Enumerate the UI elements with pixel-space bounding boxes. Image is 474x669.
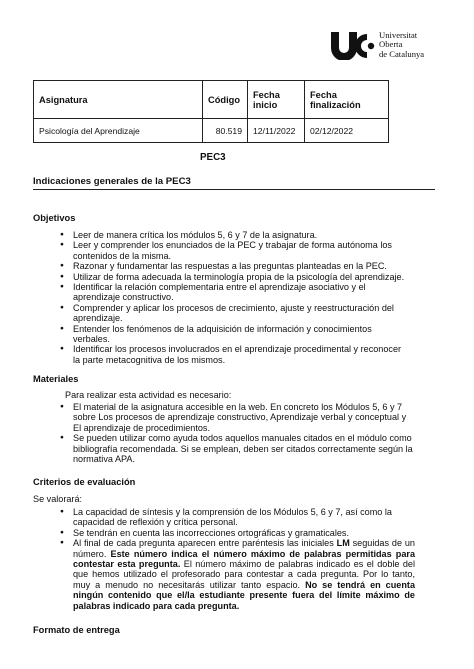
list-item: ● Identificar los procesos involucrados en el aprendizaje procedimental y reconocer la parte metacognitiva de los mismos. [60,344,410,365]
list-item: ● Utilizar de forma adecuada la terminología propia de la psicología del aprendizaje. [60,272,410,282]
materiales-intro: Para realizar esta actividad es necesario: [65,390,232,400]
course-info-table [33,80,389,143]
criterio-text-bold: No se tendrá en cuenta ningún contenido que el/la estudiante presente fuera del límite máximo de palabras indicado para cada pregunta. [73,579,415,611]
criterios-intro: Se valorará: [33,494,83,504]
list-item: ● Razonar y fundamentar las respuestas a las preguntas planteadas en la PEC. [60,261,410,271]
uoc-logo-text [379,31,424,59]
logo-line-1: Universitat [379,29,418,40]
list-item: ● Entender los fenómenos de la adquisición de información y conocimientos verbales. [60,324,410,345]
table-row [34,119,389,143]
pec-title: PEC3 [200,152,226,163]
cell-fecha-finalizacion: 02/12/2022 [305,119,389,143]
header-fecha-inicio: Fecha inicio [248,81,305,119]
list-item: ● Leer y comprender los enunciados de la PEC y trabajar de forma autónoma los contenidos de la misma. [60,240,410,261]
logo-line-3: de Catalunya [379,48,425,59]
uoc-logo-mark-icon [331,30,375,60]
list-item: ● La capacidad de síntesis y la comprensión de los Módulos 5, 6 y 7, así como la capacidad de reflexión y crítica personal. [60,507,415,528]
objetivos-list [60,230,410,365]
header-codigo: Código [203,81,248,119]
criterios-heading: Criterios de evaluación [33,477,136,487]
criterio-text-bold: Este número indica el número máximo de palabras permitidas para contestar esta pregunta. [73,548,415,570]
header-fecha-finalizacion: Fecha finalización [305,81,389,119]
criterio-text: Al final de cada pregunta aparecen entre paréntesis las iniciales [73,538,337,549]
criterio-text: seguidas de un número. [73,538,415,559]
criterio-text: El número máximo de palabras indicado es el doble del que hemos utilizado el profesorado para contestar a cada pregunta. Por lo tanto, muy a menudo no necesitarás utilizar tanto espacio. [73,559,415,590]
list-item [60,538,415,611]
list-item: ● Identificar la relación complementaria entre el aprendizaje asociativo y el aprendizaje constructivo. [60,282,410,303]
cell-asignatura: Psicología del Aprendizaje [34,119,203,143]
cell-codigo: 80.519 [203,119,248,143]
formato-heading: Formato de entrega [33,625,120,635]
objetivos-heading: Objetivos [33,213,76,223]
list-item: ● Se pueden utilizar como ayuda todos aquellos manuales citados en el módulo como bibliografía recomendada. Si se emplean, deben ser citados correctamente según la normativa APA. [60,433,415,464]
divider [33,189,435,190]
uoc-logo [331,30,424,60]
criterios-list [60,507,415,611]
list-item: ● Comprender y aplicar los procesos de crecimiento, ajuste y reestructuración del aprendizaje. [60,303,410,324]
list-item: ● El material de la asignatura accesible en la web. En concreto los Módulos 5, 6 y 7 sobre Los procesos de aprendizaje constructivo, Aprendizaje verbal y conceptual y El aprendizaje de procedimientos. [60,402,415,433]
criterio-text-bold: LM [336,538,350,549]
list-item: ● Se tendrán en cuenta las incorrecciones ortográficas y gramaticales. [60,528,415,538]
section-title: Indicaciones generales de la PEC3 [33,176,191,187]
list-item: ● Leer de manera crítica los módulos 5, 6 y 7 de la asignatura. [60,230,410,240]
logo-line-2: Oberta [379,39,403,50]
materiales-heading: Materiales [33,374,79,384]
materiales-list [60,402,415,464]
header-asignatura: Asignatura [34,81,203,119]
cell-fecha-inicio: 12/11/2022 [248,119,305,143]
table-header-row [34,81,389,119]
